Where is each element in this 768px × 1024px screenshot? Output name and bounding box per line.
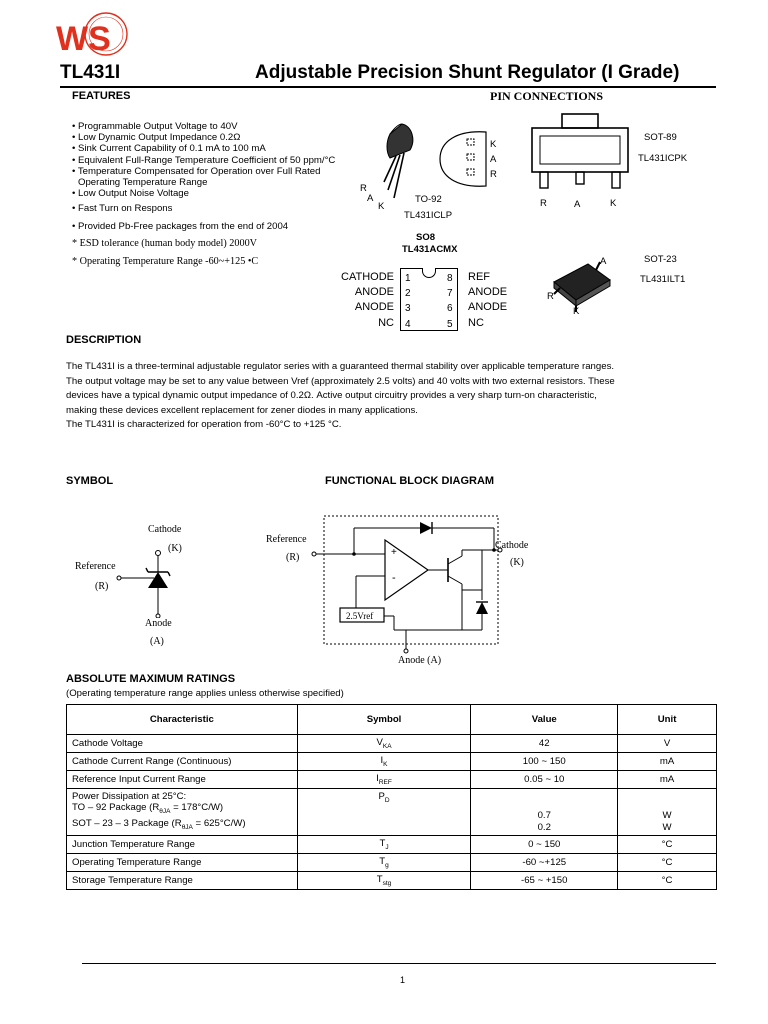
sot23-package-name: SOT-23 <box>644 254 677 265</box>
cell-symbol: $P_D$ <box>297 788 471 835</box>
table-row <box>67 770 717 788</box>
so8-pin-number: 7 <box>447 288 453 300</box>
so8-left-names <box>338 270 394 331</box>
cell-characteristic: Cathode Voltage <box>67 735 298 753</box>
so8-pin-name: NC <box>378 316 394 329</box>
footer-divider <box>82 963 716 964</box>
so8-package-name: SO8 <box>416 232 436 243</box>
description-line: The TL431I is a three-terminal adjustable regulator series with a guaranteed thermal stability over applicable temperature ranges. <box>66 361 615 372</box>
cell-value: 0 ~ 150 <box>471 836 618 854</box>
so8-pin-name: ANODE <box>468 286 508 299</box>
block-reference-pin: (R) <box>286 552 300 563</box>
cell-unit: V <box>618 735 717 753</box>
so8-pin-number: 6 <box>447 303 453 315</box>
symbol-reference-label: Reference <box>75 561 116 572</box>
column-header: Symbol <box>297 705 471 735</box>
so8-left-numbers <box>405 271 411 332</box>
feature-item: • Provided Pb-Free packages from the end of 2004 <box>72 220 289 232</box>
sot89-leg-a: A <box>574 199 581 210</box>
cell-value: 100 ~ 150 <box>471 752 618 770</box>
to92-front-k: K <box>490 139 497 150</box>
ratings-heading: ABSOLUTE MAXIMUM RATINGS <box>66 673 236 685</box>
cell-unit: mA <box>618 752 717 770</box>
pin-connections-heading: PIN CONNECTIONS <box>490 89 604 103</box>
symbol-cathode-label: Cathode <box>148 524 182 535</box>
cell-unit: °C <box>618 836 717 854</box>
table-row <box>67 735 717 753</box>
sot89-package-drawing <box>528 110 632 196</box>
cell-symbol: $T_{stg}$ <box>297 871 471 889</box>
so8-pin-name: REF <box>468 271 490 283</box>
table-header-row <box>67 705 717 735</box>
feature-item: • Programmable Output Voltage to 40V <box>72 121 238 132</box>
page-title: Adjustable Precision Shunt Regulator (I Grade) <box>255 62 680 83</box>
cell-characteristic: Power Dissipation at 25°C: TO – 92 Package $(R_{\theta JA} = 178^\circ C/W)$ SOT – 23 – 3 Package $(R_{\theta JA} = 625^\circ C/W)$ <box>67 788 298 835</box>
to92-front-view <box>436 128 492 190</box>
description-line: The TL431I is characterized for operation from -60°C to +125 °C. <box>66 419 342 431</box>
column-header: Value <box>471 705 618 735</box>
table-row <box>67 752 717 770</box>
sot23-leg-k: K <box>573 306 580 317</box>
part-number: TL431I <box>60 62 121 83</box>
cell-value: -65 ~ +150 <box>471 871 618 889</box>
feature-item: • Fast Turn on Respons <box>72 203 173 215</box>
cell-unit: mA <box>618 770 717 788</box>
sot89-package-name: SOT-89 <box>644 132 677 143</box>
to92-front-a: A <box>490 154 497 165</box>
feature-item: • Low Output Noise Voltage <box>72 188 189 200</box>
symbol-heading: SYMBOL <box>66 475 114 487</box>
so8-pin-number: 8 <box>447 273 453 284</box>
so8-pin-number: 1 <box>405 273 411 284</box>
symbol-cathode-pin: (K) <box>168 543 182 554</box>
so8-notch <box>422 268 436 278</box>
symbol-diagram <box>110 550 180 618</box>
cell-characteristic: Reference Input Current Range <box>67 770 298 788</box>
features-list <box>72 121 362 268</box>
so8-pin-number: 4 <box>405 318 411 330</box>
cell-characteristic: Junction Temperature Range <box>67 836 298 854</box>
to92-leg-r: R <box>360 183 367 194</box>
description-heading: DESCRIPTION <box>66 334 142 346</box>
to92-front-r: R <box>490 169 497 180</box>
feature-item: • Sink Current Capability of 0.1 mA to 100 mA <box>72 143 266 155</box>
cell-value: 0.05 ~ 10 <box>471 770 618 788</box>
ratings-table <box>66 704 717 890</box>
so8-right-names <box>468 270 507 331</box>
cell-unit: °C <box>618 853 717 871</box>
to92-package-name: TO-92 <box>415 194 442 205</box>
block-minus-sign: - <box>392 572 396 584</box>
features-heading: FEATURES <box>72 90 131 102</box>
sot23-leg-a: A <box>600 256 607 267</box>
sot89-leg-r: R <box>540 198 547 209</box>
feature-item: • Low Dynamic Output Impedance 0.2Ω <box>72 132 241 144</box>
cell-characteristic: Cathode Current Range (Continuous) <box>67 752 298 770</box>
feature-item: * Operating Temperature Range -60~+125 •C <box>72 255 259 267</box>
block-cathode-label: Cathode <box>495 540 529 551</box>
logo-text: WS <box>56 20 111 58</box>
description-line: making these devices excellent replacement for zener diodes in many applications. <box>66 404 418 416</box>
sot23-leg-r: R <box>547 291 554 302</box>
column-header: Characteristic <box>67 705 298 735</box>
cell-symbol: $T_g$ <box>297 853 471 871</box>
so8-pin-number: 2 <box>405 288 411 300</box>
cell-characteristic: Storage Temperature Range <box>67 871 298 889</box>
cell-value: -60 ~+125 <box>471 853 618 871</box>
cell-symbol: $I_{REF}$ <box>297 770 471 788</box>
page-number: 1 <box>400 975 406 985</box>
block-diagram-heading: FUNCTIONAL BLOCK DIAGRAM <box>325 475 495 487</box>
cell-unit: W W <box>618 788 717 835</box>
so8-pin-name: ANODE <box>354 301 394 314</box>
cell-symbol: $T_J$ <box>297 836 471 854</box>
ratings-note: (Operating temperature range applies unless otherwise specified) <box>66 688 344 699</box>
sot23-part-number: TL431ILT1 <box>640 274 686 285</box>
header-divider <box>60 86 716 88</box>
so8-pin-name: ANODE <box>354 286 394 299</box>
feature-item: • Equivalent Full-Range Temperature Coefficient of 50 ppm/°C <box>72 154 336 166</box>
sot89-part-number: TL431ICPK <box>638 153 688 164</box>
block-plus-sign: + <box>391 547 397 558</box>
ratings-table-wrap <box>66 704 717 890</box>
so8-pin-name: NC <box>468 316 484 329</box>
to92-leg-a: A <box>367 193 374 204</box>
cell-value: 42 <box>471 735 618 753</box>
cell-unit: °C <box>618 871 717 889</box>
symbol-anode-pin: (A) <box>150 636 164 647</box>
symbol-anode-label: Anode <box>145 618 172 629</box>
so8-pin-number: 5 <box>447 318 453 330</box>
cell-characteristic: Operating Temperature Range <box>67 853 298 871</box>
table-row <box>67 836 717 854</box>
description-body <box>66 360 726 433</box>
to92-leg-k: K <box>378 201 385 212</box>
table-row <box>67 853 717 871</box>
cell-value: 0.7 0.2 <box>471 788 618 835</box>
so8-right-numbers <box>447 271 453 332</box>
feature-item: • Temperature Compensated for Operation over Full Rated <box>72 165 321 177</box>
block-reference-label: Reference <box>266 534 307 545</box>
description-line: The output voltage may be set to any value between Vref (approximately 2.5 volts) and 40 volts with two external resistors. These <box>66 375 615 387</box>
cell-symbol: $V_{KA}$ <box>297 735 471 753</box>
so8-pin-name: CATHODE <box>341 271 394 283</box>
company-logo <box>52 10 132 66</box>
cell-symbol: $I_K$ <box>297 752 471 770</box>
block-diagram <box>310 510 510 655</box>
block-cathode-pin: (K) <box>510 557 524 568</box>
table-row <box>67 788 717 835</box>
so8-part-number: TL431ACMX <box>402 244 458 255</box>
so8-pin-name: ANODE <box>468 301 508 314</box>
block-vref-label: 2.5Vref <box>346 611 374 621</box>
sot89-leg-k: K <box>610 198 617 209</box>
to92-part-number: TL431ICLP <box>404 210 453 221</box>
feature-item: * ESD tolerance (human body model) 2000V <box>72 237 258 249</box>
symbol-reference-pin: (R) <box>95 581 109 592</box>
so8-pin-number: 3 <box>405 303 411 315</box>
feature-item: Operating Temperature Range <box>78 177 208 189</box>
block-anode-label: Anode (A) <box>398 655 442 666</box>
table-row <box>67 871 717 889</box>
description-line: devices have a typical dynamic output impedance of 0.2Ω. Active output circuitry provides a very sharp turn-on characteristic, <box>66 390 597 402</box>
column-header: Unit <box>618 705 717 735</box>
